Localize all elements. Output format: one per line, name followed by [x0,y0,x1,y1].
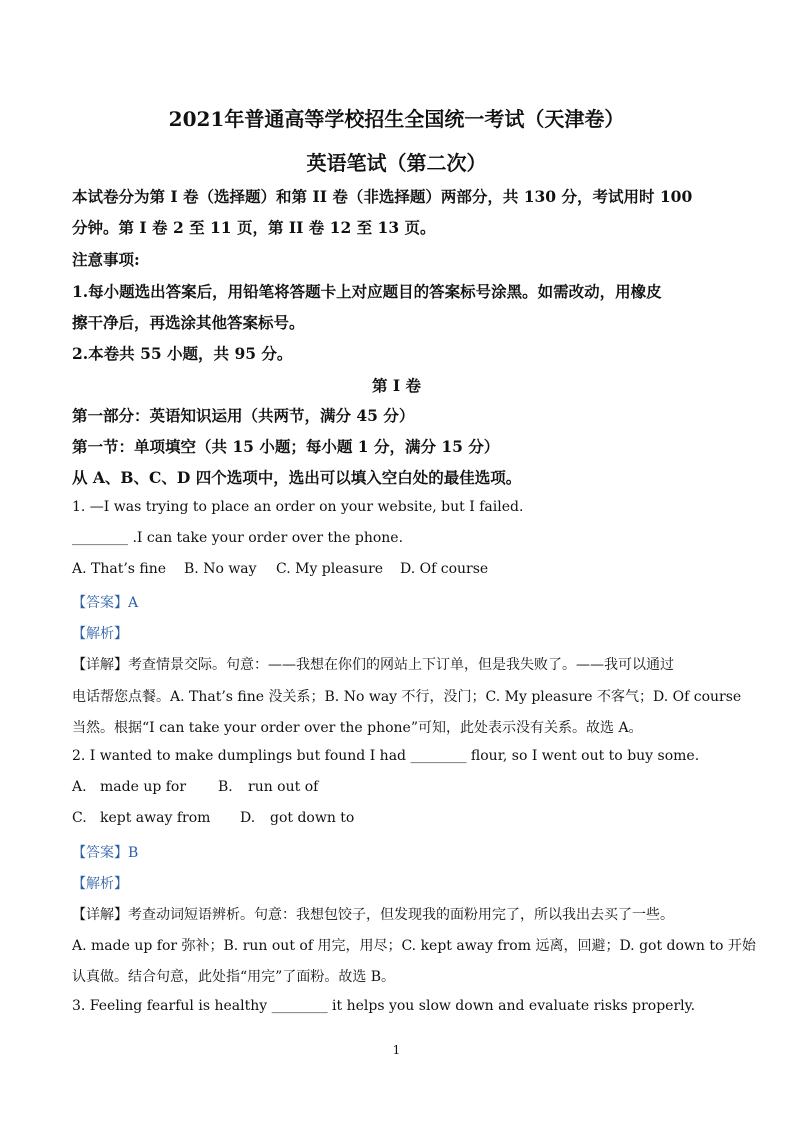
q1-answer: 【答案】A [72,595,139,611]
document-title: 2021年普通高等学校招生全国统一考试（天津卷） [168,107,625,131]
page-number: 1 [392,1043,401,1057]
volume-heading: 第 I 卷 [371,376,422,395]
q2-detail-line-2: A. made up for 弥补；B. run out of 用完，用尽；C. kept away from 远离，回避；D. got down to 开始 [72,938,756,954]
notice-item-1-line-1: 1.每小题选出答案后，用铅笔将答题卡上对应题目的答案标号涂黑。如需改动，用橡皮 [72,282,662,301]
q2-option-d-letter: D. [240,810,256,826]
q2-option-d-text: got down to [270,810,355,826]
q2-option-b-letter: B. [218,779,233,795]
q3-stem-before: 3. Feeling fearful is healthy [72,998,272,1014]
q1-blank: ________ [72,530,128,546]
q3-stem-after: it helps you slow down and evaluate risks properly. [327,998,696,1014]
q1-option-b: B. No way [184,561,257,577]
q1-detail-line-1: 【详解】考查情景交际。句意：——我想在你们的网站上下订单，但是我失败了。——我可以通过 [72,657,674,673]
q2-option-b-text: run out of [248,779,319,795]
q2-option-a-text: made up for [100,779,187,795]
q1-option-d: D. Of course [400,561,489,577]
q2-stem-before: 2. I wanted to make dumplings but found I had [72,748,411,764]
notice-heading: 注意事项: [72,250,140,269]
q3-stem [72,998,721,1014]
notice-item-1-line-2: 擦干净后，再选涂其他答案标号。 [72,313,305,332]
intro-line-1: 本试卷分为第 I 卷（选择题）和第 II 卷（非选择题）两部分，共 130 分，考试用时 100 [72,187,693,206]
q1-detail-line-2: 电话帮您点餐。A. That’s fine 没关系；B. No way 不行，没门；C. My pleasure 不客气；D. Of course [72,689,742,705]
q2-answer: 【答案】B [72,845,139,861]
q1-detail-line-3: 当然。根据“I can take your order over the phone”可知，此处表示没有关系。故选 A。 [72,720,643,736]
q2-option-c-text: kept away from [100,810,211,826]
q2-detail-line-1: 【详解】考查动词短语辨析。句意：我想包饺子，但发现我的面粉用完了，所以我出去买了一些。 [72,907,674,923]
q2-option-c-letter: C. [72,810,87,826]
q2-stem-after: flour, so I went out to buy some. [466,748,700,764]
section-one-heading: 第一节：单项填空（共 15 小题；每小题 1 分，满分 15 分） [72,437,500,456]
q2-blank: ________ [410,748,467,764]
q1-option-a: A. That’s fine [72,561,167,577]
q3-blank: ________ [271,998,328,1014]
intro-line-2: 分钟。第 I 卷 2 至 11 页，第 II 卷 12 至 13 页。 [72,218,436,237]
q2-option-a-letter: A. [72,779,87,795]
q1-stem-rest: .I can take your order over the phone. [128,530,404,546]
q2-stem [72,748,721,764]
instruction-text: 从 A、B、C、D 四个选项中，选出可以填入空白处的最佳选项。 [72,468,522,487]
document-subtitle: 英语笔试（第二次） [306,151,487,175]
q2-detail-line-3: 认真做。结合句意，此处指“用完”了面粉。故选 B。 [72,969,396,985]
q1-stem-line-1: 1. —I was trying to place an order on your website, but I failed. [72,499,524,515]
part-one-heading: 第一部分：英语知识运用（共两节，满分 45 分） [72,406,415,425]
q1-option-c: C. My pleasure [276,561,384,577]
notice-item-2: 2.本卷共 55 小题，共 95 分。 [72,344,293,363]
q1-analysis-label: 【解析】 [72,626,128,642]
q1-stem-line-2 [72,530,721,546]
q2-analysis-label: 【解析】 [72,876,128,892]
